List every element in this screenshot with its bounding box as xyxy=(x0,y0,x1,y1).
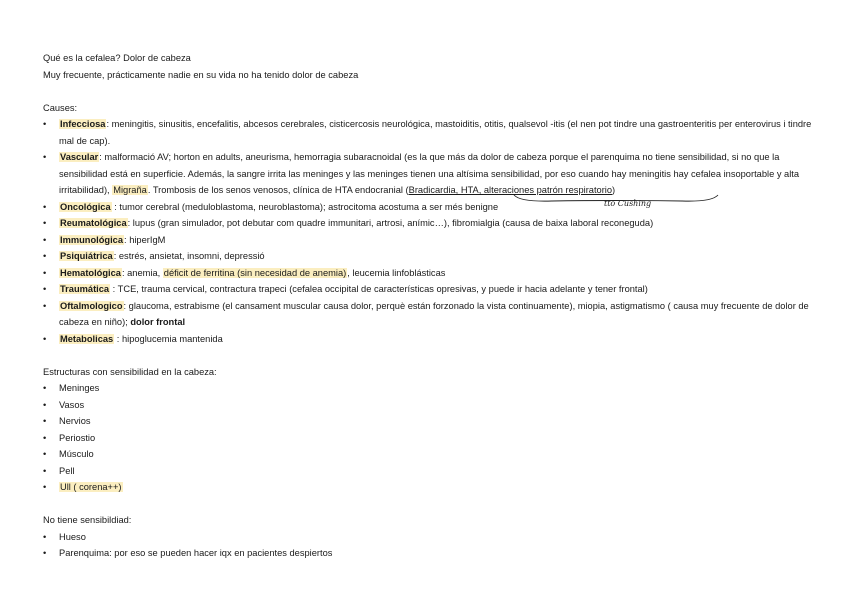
structure-item-ull xyxy=(43,479,813,496)
bullet: • xyxy=(43,267,47,278)
bold-dolor-frontal: dolor frontal xyxy=(130,317,186,327)
structure-item xyxy=(43,397,813,414)
cause-term: Metabolicas xyxy=(60,333,114,344)
bullet: • xyxy=(43,234,47,245)
cause-term: Immunológica xyxy=(60,234,124,245)
structure-text: Periostio xyxy=(59,432,96,443)
cause-item-oftalmologico xyxy=(43,298,813,331)
structures-list xyxy=(43,380,813,496)
cause-item-metabolicas xyxy=(43,331,813,348)
structure-text: Meninges xyxy=(59,383,100,393)
bullet: • xyxy=(43,284,47,294)
bullet: • xyxy=(43,201,47,212)
bullet: • xyxy=(43,399,47,410)
cause-item-vascular xyxy=(43,149,813,199)
cause-term: Traumática xyxy=(60,284,110,294)
cause-text: : hipoglucemia mantenida xyxy=(114,333,223,344)
cause-term: Reumatológica xyxy=(60,218,127,228)
bullet: • xyxy=(43,482,47,492)
cause-term: Hematológica xyxy=(60,267,121,278)
bullet: • xyxy=(43,449,47,459)
cause-item-immunologica xyxy=(43,232,813,249)
bullet: • xyxy=(43,548,47,558)
structure-text-highlight: Ull ( corena++) xyxy=(60,482,122,492)
highlight-migrana: Migraña xyxy=(113,185,147,195)
bullet: • xyxy=(43,432,47,443)
bullet: • xyxy=(43,218,47,228)
bullet: • xyxy=(43,119,47,129)
no-sens-heading: No tiene sensibildiad: xyxy=(43,515,132,525)
cause-text-b: , leucemia linfoblásticas xyxy=(347,267,446,278)
cause-item-reumatologica xyxy=(43,215,813,232)
cause-text-c: ) xyxy=(612,185,616,195)
structure-text: Nervios xyxy=(59,416,91,426)
cause-term: Oftalmologico xyxy=(60,300,123,311)
cause-text-b: . Trombosis de los senos venosos, clínica de HTA endocranial ( xyxy=(147,185,409,195)
cause-text: : TCE, trauma cervical, contractura trapeci (cefalea occipital de características opresivas, y puede ir hacia adelante y tener frontal) xyxy=(110,284,648,294)
structure-item xyxy=(43,380,813,397)
cause-text: : estrés, ansietat, insomni, depressió xyxy=(113,251,265,261)
cause-term: Psiquiátrica xyxy=(60,251,113,261)
cause-item-psiquiatrica xyxy=(43,248,813,265)
handwritten-note: tto Cushing xyxy=(604,199,652,208)
structure-item xyxy=(43,430,813,447)
causes-list xyxy=(43,116,813,347)
cause-text: : lupus (gran simulador, pot debutar com quadre immunitari, artrosi, anímic…), fibromialgia (causa de baixa laboral reconeguda) xyxy=(127,218,654,228)
structure-item xyxy=(43,463,813,480)
cause-item-hematologica xyxy=(43,265,813,282)
no-sens-list xyxy=(43,529,813,562)
intro-line-1: Qué es la cefalea? Dolor de cabeza xyxy=(43,53,191,63)
structure-item xyxy=(43,446,813,463)
bullet: • xyxy=(43,416,47,426)
cause-term: Vascular xyxy=(60,152,99,162)
bullet: • xyxy=(43,383,47,393)
bullet: • xyxy=(43,152,47,162)
bullet: • xyxy=(43,531,47,542)
structure-text: Vasos xyxy=(59,399,85,410)
bullet: • xyxy=(43,465,47,476)
bullet: • xyxy=(43,300,47,311)
cause-item-infecciosa xyxy=(43,116,813,149)
cause-item-traumatica xyxy=(43,281,813,298)
structure-text: Pell xyxy=(59,465,75,476)
structure-text: Músculo xyxy=(59,449,94,459)
structures-heading: Estructuras con sensibilidad en la cabeza: xyxy=(43,366,217,377)
no-sens-item xyxy=(43,545,813,562)
cause-text: : hiperIgM xyxy=(124,234,166,245)
bullet: • xyxy=(43,251,47,261)
cause-text: : malformació AV; horton en adults, aneurisma, hemorragia subaracnoidal (es la que más da dolor de cabeza porque el parenquima no tiene sensibilidad, si no que la sensibilidad está en superficie. Además, la sangre irrita las meninges y las meninges tienen una altísima sensibilidad, por eso cuando hay meningitis hay cefalea insoportable y alta irritabilidad), xyxy=(59,152,800,195)
no-sens-text: Hueso xyxy=(59,531,86,542)
intro-line-2: Muy frecuente, prácticamente nadie en su vida no ha tenido dolor de cabeza xyxy=(43,69,359,80)
underlined-signs: Bradicardia, HTA, alteraciones patrón respiratorio xyxy=(408,185,613,195)
structure-item xyxy=(43,413,813,430)
causes-heading: Causes: xyxy=(43,102,78,113)
document-page xyxy=(43,50,813,562)
no-sens-text: Parenquima: por eso se pueden hacer iqx en pacientes despiertos xyxy=(59,548,333,558)
cause-text: : glaucoma, estrabisme (el cansament muscular causa dolor, perquè están forzonado la vista continuamente), miopia, astigmatismo ( causa muy frecuente de dolor de cabeza en niño); xyxy=(59,300,809,327)
cause-term: Oncológica xyxy=(60,201,111,212)
cause-term: Infecciosa xyxy=(60,119,106,129)
cause-text: : meningitis, sinusitis, encefalitis, abcesos cerebrales, cisticercosis neurológica, mastoiditis, otitis, qualsevol -itis (el nen pot tindre una gastroenteritis per enterovirus i tindre mal de cap). xyxy=(59,119,812,146)
no-sens-item xyxy=(43,529,813,546)
highlight-ferritina: déficit de ferritina (sin necesidad de anemia) xyxy=(163,267,347,278)
cause-text: : anemia, xyxy=(121,267,163,278)
cause-text: : tumor cerebral (meduloblastoma, neuroblastoma); astrocitoma acostuma a ser més benigne xyxy=(111,201,499,212)
bullet: • xyxy=(43,333,47,344)
